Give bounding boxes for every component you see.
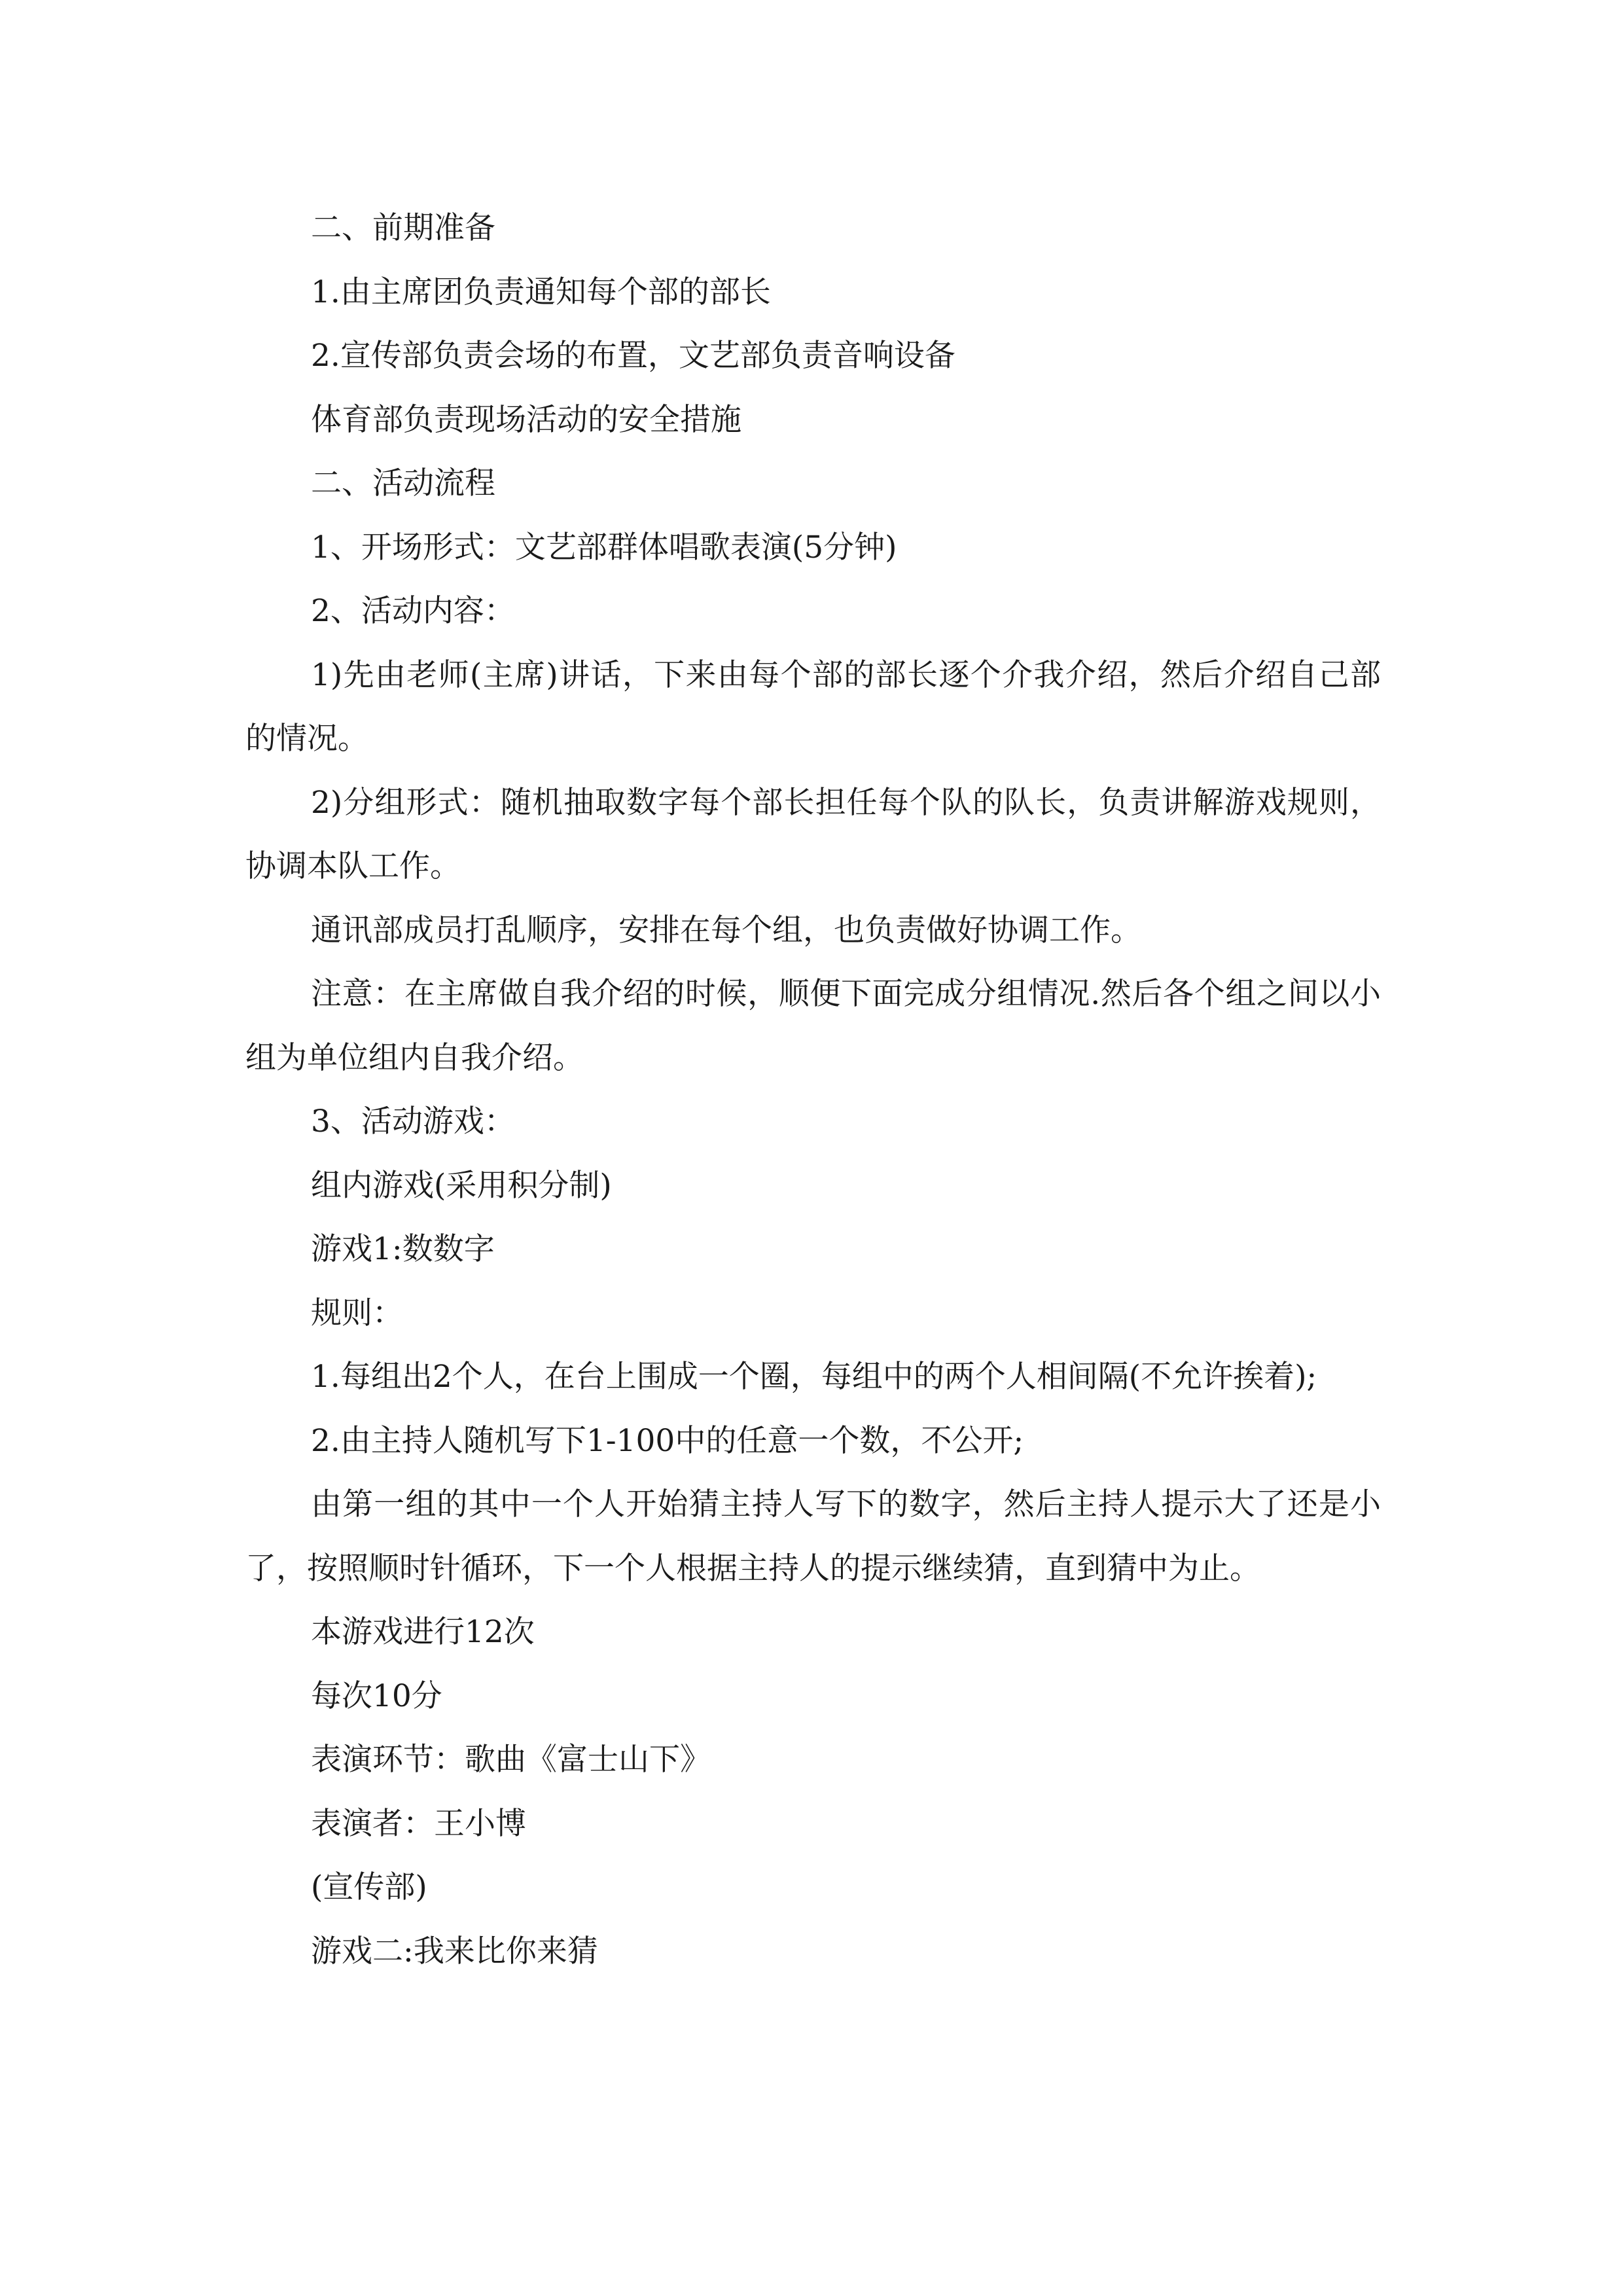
paragraph: 体育部负责现场活动的安全措施 [311,401,741,438]
section-heading-process: 二、活动流程 [311,465,495,501]
paragraph: 规则： [311,1295,403,1331]
paragraph: 表演环节：歌曲《富士山下》 [311,1742,711,1778]
paragraph: 2、活动内容： [311,593,515,629]
paragraph: 1.由主席团负责通知每个部的部长 [311,274,771,310]
paragraph: 游戏二:我来比你来猜 [311,1933,598,1969]
paragraph: 3、活动游戏： [311,1103,515,1139]
paragraph: 注意：在主席做自我介绍的时候，顺便下面完成分组情况.然后各个组之间以小组为单位组内自我介绍。 [245,976,1381,1076]
paragraph: 2.由主持人随机写下1-100中的任意一个数，不公开; [311,1422,1024,1459]
paragraph: 1.每组出2个人，在台上围成一个圈，每组中的两个人相间隔(不允许挨着); [311,1359,1317,1395]
paragraph: 由第一组的其中一个人开始猜主持人写下的数字，然后主持人提示大了还是小了，按照顺时针循环，下一个人根据主持人的提示继续猜，直到猜中为止。 [245,1486,1381,1587]
paragraph: 每次10分 [311,1677,442,1714]
paragraph: 本游戏进行12次 [311,1614,535,1650]
paragraph: 2)分组形式：随机抽取数字每个部长担任每个队的队长，负责讲解游戏规则，协调本队工作。 [245,784,1381,884]
paragraph: (宣传部) [311,1869,427,1905]
paragraph: 表演者：王小博 [311,1805,526,1842]
paragraph: 游戏1:数数字 [311,1231,495,1267]
paragraph: 1、开场形式：文艺部群体唱歌表演(5分钟) [311,529,897,565]
section-heading-preparation: 二、前期准备 [311,210,495,246]
document-body [245,196,1381,1983]
paragraph: 通讯部成员打乱顺序，安排在每个组，也负责做好协调工作。 [311,912,1141,948]
paragraph: 1)先由老师(主席)讲话，下来由每个部的部长逐个介我介绍，然后介绍自己部的情况。 [245,656,1381,757]
paragraph: 组内游戏(采用积分制) [311,1167,612,1204]
paragraph: 2.宣传部负责会场的布置，文艺部负责音响设备 [311,338,955,374]
